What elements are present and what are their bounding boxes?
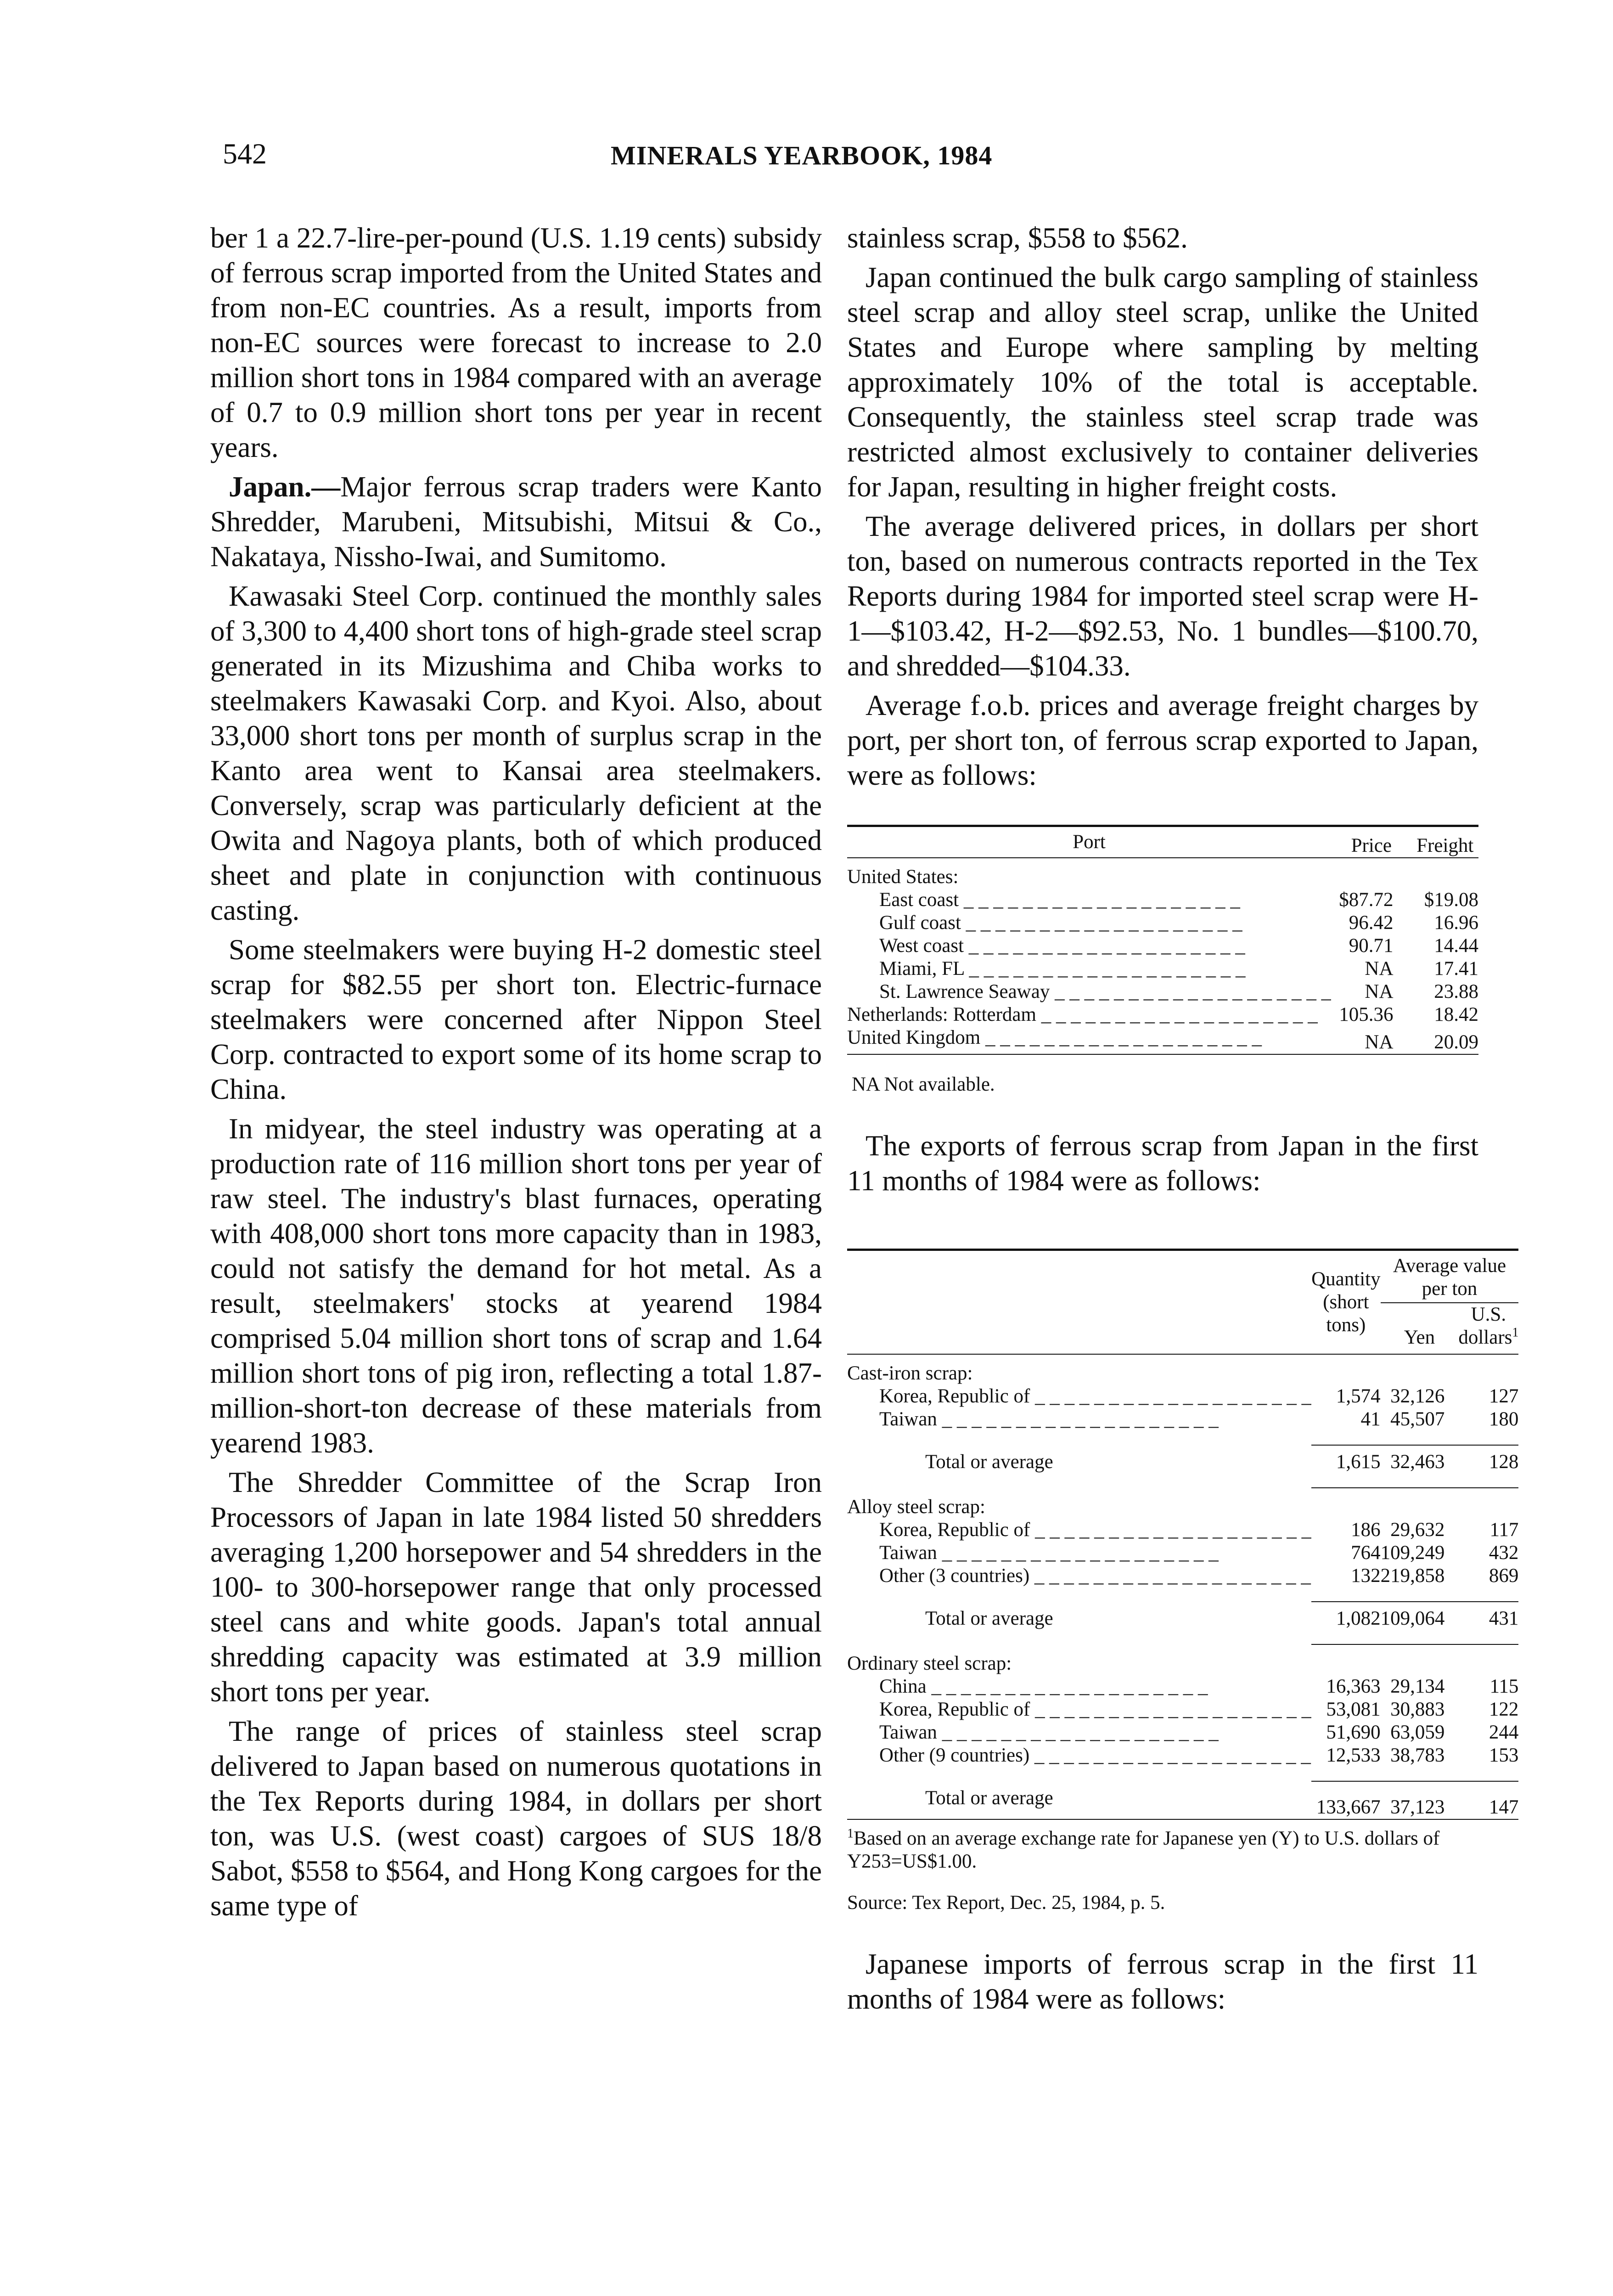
paragraph: The range of prices of stainless steel scrap delivered to Japan based on numerous quotations in the Tex Reports during 1984, in dollars per short ton, was U.S. (west coast) cargoes of SUS 18/8 Sabot, $558 to $564, and Hong Kong cargoes for the same type of — [210, 1715, 822, 1922]
cell-quantity: 1,574 — [1336, 1385, 1381, 1407]
paragraph-text: Major ferrous scrap traders were Kanto Shredder, Marubeni, Mitsubishi, Mitsui & Co., Nakataya, Nissho-Iwai, and Sumitomo. — [210, 471, 822, 573]
cell-port: East coast _ _ _ — [847, 889, 1331, 912]
cell-freight: $19.08 — [1424, 889, 1478, 911]
cell-usd: 128 — [1489, 1451, 1519, 1473]
paragraph: The average delivered prices, in dollars per short ton, based on numerous contracts reported in the Tex Reports during 1984 for imported steel scrap were H-1—$103.42, H-2—$92.53, No. 1 bundles—$100.70, and shredded—$104.33. — [847, 510, 1478, 682]
cell-total-label: Total or average — [925, 1451, 1053, 1473]
cell-country: Taiwan _ _ _ — [847, 1408, 1311, 1431]
paragraph: Japan continued the bulk cargo sampling of stainless steel scrap and alloy steel scrap, unlike the United States and Europe where sampling by melting approximately 10% of the total is acceptable. Consequently, the stainless steel scrap trade was restricted almost exclusively to container deliveries for Japan, resulting in higher freight costs. — [847, 261, 1478, 503]
cell-yen: 109,064 — [1380, 1608, 1445, 1629]
column-header-usd: U.S. dollars$^1$ — [1458, 1304, 1519, 1348]
row-group-label: Alloy steel scrap: — [847, 1496, 985, 1518]
cell-port: Netherlands: Rotterdam _ _ _ — [847, 1003, 1331, 1026]
cell-yen: 29,632 — [1390, 1519, 1445, 1541]
paragraph-japan — [210, 469, 822, 574]
cell-country: China _ _ _ — [847, 1675, 1311, 1698]
cell-usd: 147 — [1489, 1796, 1519, 1818]
cell-port: West coast _ _ _ — [847, 934, 1331, 957]
price-table-block — [847, 825, 1478, 1096]
cell-freight: 20.09 — [1434, 1031, 1478, 1053]
column-header-quantity: Quantity (short tons) — [1311, 1268, 1381, 1336]
column-header-yen: Yen — [1404, 1327, 1435, 1348]
cell-usd: 244 — [1489, 1722, 1519, 1743]
paragraph: Kawasaki Steel Corp. continued the monthly sales of 3,300 to 4,400 short tons of high-grade steel scrap generated in its Mizushima and Chiba works to steelmakers Kawasaki Corp. and Kyoi. Also, about 33,000 short tons per month of surplus scrap in the Kanto area went to Kansai area steelmakers. Conversely, scrap was particularly deficient at the Owita and Nagoya plants, both of which produced sheet and plate in conjunction with continuous casting. — [210, 580, 822, 926]
table-row — [847, 934, 1478, 957]
export-table — [847, 1249, 1518, 1914]
row-group-label: Ordinary steel scrap: — [847, 1653, 1012, 1674]
table-row — [847, 1542, 1518, 1564]
cell-quantity: 1,615 — [1336, 1451, 1381, 1473]
cell-yen: 30,883 — [1390, 1699, 1445, 1720]
cell-usd: 432 — [1489, 1542, 1519, 1564]
cell-port: St. Lawrence Seaway _ _ _ — [847, 980, 1331, 1003]
left-column — [210, 220, 822, 1928]
cell-country: Taiwan _ _ _ — [847, 1542, 1311, 1564]
table-row — [847, 1721, 1518, 1744]
cell-yen: 29,134 — [1390, 1676, 1445, 1697]
cell-quantity: 1,082 — [1336, 1608, 1381, 1629]
cell-total-label: Total or average — [925, 1608, 1053, 1629]
table-row — [847, 1519, 1518, 1542]
cell-yen: 63,059 — [1390, 1722, 1445, 1743]
paragraph: Average f.o.b. prices and average freight charges by port, per short ton, of ferrous scrap exported to Japan, were as follows: — [847, 689, 1478, 791]
table-row — [847, 980, 1478, 1003]
cell-freight: 18.42 — [1434, 1004, 1478, 1025]
cell-price: 96.42 — [1349, 912, 1394, 934]
table-row — [847, 957, 1478, 980]
cell-usd: 431 — [1489, 1608, 1519, 1629]
table-row — [847, 1744, 1518, 1767]
cell-quantity: 186 — [1351, 1519, 1381, 1541]
cell-usd: 127 — [1489, 1385, 1519, 1407]
cell-quantity: 133,667 — [1316, 1796, 1381, 1818]
table-row — [847, 1564, 1518, 1587]
cell-freight: 17.41 — [1434, 958, 1478, 979]
cell-yen: 45,507 — [1390, 1408, 1445, 1430]
paragraph-imports-intro: Japanese imports of ferrous scrap in the first 11 months of 1984 were as follows: — [847, 1948, 1478, 2015]
cell-usd: 180 — [1489, 1408, 1519, 1430]
cell-yen: 38,783 — [1390, 1745, 1445, 1766]
cell-port: Gulf coast _ _ _ — [847, 912, 1331, 934]
row-group-label: United States: — [847, 866, 959, 888]
table-row — [847, 1698, 1518, 1721]
table-row — [847, 1385, 1518, 1408]
running-title: MINERALS YEARBOOK, 1984 — [611, 141, 993, 170]
paragraph: The Shredder Committee of the Scrap Iron Processors of Japan in late 1984 listed 50 shredders averaging 1,200 horsepower and 54 shredders in the 100- to 300-horsepower range that only processed steel cans and white goods. Japan's total annual shredding capacity was estimated at 3.9 million short tons per year. — [210, 1466, 822, 1708]
cell-quantity: 51,690 — [1326, 1722, 1381, 1743]
row-group-label: Cast-iron scrap: — [847, 1362, 973, 1384]
cell-freight: 23.88 — [1434, 981, 1478, 1002]
cell-price: NA — [1365, 981, 1394, 1002]
paragraph: ber 1 a 22.7-lire-per-pound (U.S. 1.19 cents) subsidy of ferrous scrap imported from the United States and from non-EC countries. As a result, imports from non-EC sources were forecast to increase to 2.0 million short tons in 1984 compared with an average of 0.7 to 0.9 million short tons per year in recent years. — [210, 222, 822, 463]
cell-yen: 32,126 — [1390, 1385, 1445, 1407]
column-header-port: Port — [1073, 831, 1106, 853]
table-row — [847, 1003, 1478, 1026]
cell-total-label: Total or average — [925, 1787, 1053, 1809]
cell-quantity: 16,363 — [1326, 1676, 1381, 1697]
cell-freight: 16.96 — [1434, 912, 1478, 934]
cell-price: 105.36 — [1339, 1004, 1394, 1025]
table-row — [847, 1675, 1518, 1698]
paragraph: Some steelmakers were buying H-2 domestic steel scrap for $82.55 per short ton. Electric-furnace steelmakers were concerned after Nippon Steel Corp. contracted to export some of its home scrap to China. — [210, 934, 822, 1105]
column-header-blank — [847, 1250, 1311, 1355]
table-row-total — [847, 1445, 1518, 1474]
right-column — [847, 220, 1519, 2021]
column-header-price: Price — [1351, 835, 1392, 856]
cell-price: $87.72 — [1339, 889, 1394, 911]
cell-yen: 37,123 — [1390, 1796, 1445, 1818]
cell-yen: 219,858 — [1380, 1565, 1445, 1587]
paragraph: In midyear, the steel industry was operating at a production rate of 116 million short tons per year of raw steel. The industry's blast furnaces, operating with 408,000 short tons more capacity than in 1983, could not satisfy the demand for hot metal. As a result, steelmakers' stocks at yearend 1984 comprised 5.04 million short tons of scrap and 1.64 million short tons of pig iron, reflecting a total 1.87-million-short-ton decrease of these materials from yearend 1983. — [210, 1113, 822, 1459]
paragraph-exports-intro: The exports of ferrous scrap from Japan in the first 11 months of 1984 were as follows: — [847, 1130, 1478, 1197]
cell-country: Korea, Republic of _ _ _ — [847, 1385, 1311, 1408]
page-number: 542 — [223, 137, 267, 170]
cell-country: Korea, Republic of _ _ _ — [847, 1519, 1311, 1542]
section-heading-japan: Japan.— — [229, 471, 341, 503]
table-row-total — [847, 1781, 1518, 1819]
table-row — [847, 1408, 1518, 1431]
table-row — [847, 1026, 1478, 1054]
cell-port: United Kingdom _ _ _ — [847, 1026, 1331, 1054]
table-row-total — [847, 1602, 1518, 1630]
cell-price: NA — [1365, 1031, 1394, 1053]
table-row — [847, 912, 1478, 934]
cell-price: NA — [1365, 958, 1394, 979]
cell-usd: 869 — [1489, 1565, 1519, 1587]
cell-usd: 115 — [1489, 1676, 1519, 1697]
table-source: Source: Tex Report, Dec. 25, 1984, p. 5. — [847, 1892, 1165, 1913]
cell-freight: 14.44 — [1434, 935, 1478, 957]
cell-country: Taiwan _ _ _ — [847, 1721, 1311, 1744]
cell-country: Korea, Republic of _ _ _ — [847, 1698, 1311, 1721]
column-header-freight: Freight — [1416, 835, 1474, 856]
cell-usd: 153 — [1489, 1745, 1519, 1766]
paragraph: stainless scrap, $558 to $562. — [847, 222, 1188, 254]
price-table — [847, 825, 1478, 1096]
cell-quantity: 41 — [1360, 1408, 1381, 1430]
cell-price: 90.71 — [1349, 935, 1394, 957]
table-row — [847, 889, 1478, 912]
cell-usd: 117 — [1489, 1519, 1519, 1541]
cell-quantity: 53,081 — [1326, 1699, 1381, 1720]
cell-yen: 109,249 — [1380, 1542, 1445, 1564]
cell-quantity: 132 — [1351, 1565, 1381, 1587]
table-note: NA Not available. — [852, 1074, 995, 1095]
export-table-block — [847, 1249, 1519, 1914]
cell-port: Miami, FL _ _ _ — [847, 957, 1331, 980]
table-footnote: $^1$Based on an average exchange rate for Japanese yen (Y) to U.S. dollars of Y253=US$1.00. — [847, 1826, 1440, 1872]
cell-usd: 122 — [1489, 1699, 1519, 1720]
column-header-average-value: Average value per ton — [1381, 1250, 1519, 1303]
cell-yen: 32,463 — [1390, 1451, 1445, 1473]
cell-country: Other (9 countries) _ _ _ — [847, 1744, 1311, 1767]
cell-quantity: 12,533 — [1326, 1745, 1381, 1766]
cell-country: Other (3 countries) _ _ _ — [847, 1564, 1311, 1587]
cell-quantity: 764 — [1351, 1542, 1381, 1564]
